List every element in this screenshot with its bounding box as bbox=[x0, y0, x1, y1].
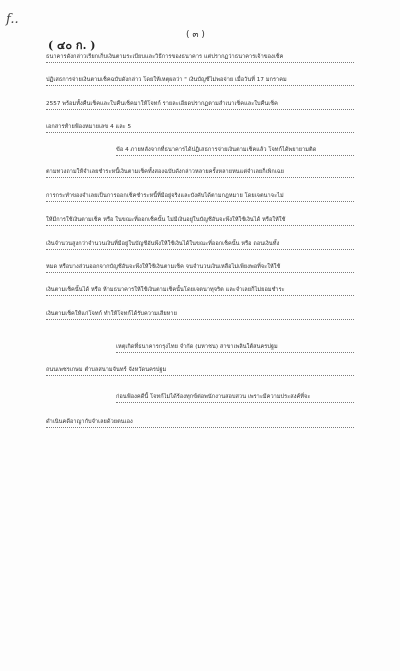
body-line: ตามทวงถามให้จำเลยชำระหนี้เงินตามเช็คทั้งสองฉบับดังกล่าวหลายครั้งหลายหนแต่จำเลยก็เพิกเฉย bbox=[46, 169, 284, 175]
dotted-rule bbox=[46, 177, 354, 178]
dotted-rule bbox=[46, 62, 354, 63]
form-code: ( ๔๐ ก. ) bbox=[48, 39, 96, 52]
dotted-rule bbox=[46, 201, 354, 202]
body-line: 2557 พร้อมทั้งคืนเช็คและใบคืนเช็คมาให้โจทก์ รายละเอียดปรากฏตามสำเนาเช็คและใบคืนเช็ค bbox=[46, 101, 278, 107]
dotted-rule bbox=[46, 427, 354, 428]
body-line: เอกสารท้ายฟ้องหมายเลข 4 และ 5 bbox=[46, 124, 132, 130]
margin-handwritten-mark: f.. bbox=[6, 12, 19, 27]
body-line: ก่อนฟ้องคดีนี้ โจทก์ไม่ได้ร้องทุกข์ต่อพนักงานสอบสวน เพราะมีความประสงค์ที่จะ bbox=[116, 394, 311, 400]
body-line: ดำเนินคดีอาญากับจำเลยด้วยตนเอง bbox=[46, 419, 133, 425]
dotted-rule bbox=[46, 249, 354, 250]
body-line: ธนาคารดังกล่าวเรียกเก็บเงินตามระเบียบและวิธีการของธนาคาร แต่ปรากฏว่าธนาคารเจ้าของเช็ค bbox=[46, 54, 284, 60]
body-line: เงินตามเช็คนั้นได้ หรือ ห้ามธนาคารให้ใช้เงินตามเช็คนั้นโดยเจตนาทุจริต และจำเลยก็ไม่ยอมชำระ bbox=[46, 287, 285, 293]
dotted-rule bbox=[46, 225, 354, 226]
body-line: เงินตามเช็คให้แก่โจทก์ ทำให้โจทก์ได้รับความเสียหาย bbox=[46, 311, 177, 317]
dotted-rule bbox=[46, 272, 354, 273]
dotted-rule bbox=[46, 295, 354, 296]
body-line: ถนนเพชรเกษม ตำบลสนามจันทร์ จังหวัดนครปฐม bbox=[46, 367, 167, 373]
body-line: หมด หรือบางส่วนออกจากบัญชีอันจะพึงให้ใช้เงินตามเช็ค จนจำนวนเงินเหลือไม่เพียงพอที่จะให้ใช้ bbox=[46, 264, 281, 270]
body-line: ปฏิเสธการจ่ายเงินตามเช็คฉบับดังกล่าว โดยให้เหตุผลว่า " เงินบัญชีไม่พอจ่าย เมื่อวันที่ 17 มกราคม bbox=[46, 77, 287, 83]
dotted-rule bbox=[46, 109, 354, 110]
dotted-rule bbox=[46, 85, 354, 86]
dotted-rule bbox=[46, 319, 354, 320]
dotted-rule bbox=[46, 132, 354, 133]
body-line: การกระทำของจำเลยเป็นการออกเช็คชำระหนี้ที่มีอยู่จริงและบังคับได้ตามกฎหมาย โดยเจตนาจะไม่ bbox=[46, 193, 284, 199]
dotted-rule bbox=[46, 375, 354, 376]
body-line: เงินจำนวนสูงกว่าจำนวนเงินที่มีอยู่ในบัญชีอันพึงให้ใช้เงินได้ในขณะที่ออกเช็คนั้น หรือ ถอนเงินทั้ง bbox=[46, 241, 280, 247]
page-number: ( ๓ ) bbox=[186, 30, 205, 40]
body-line: ให้มีการใช้เงินตามเช็ค หรือ ในขณะที่ออกเช็คนั้น ไม่มีเงินอยู่ในบัญชีอันจะพึงให้ใช้เงินได้ หรือให้ใช้ bbox=[46, 217, 286, 223]
dotted-rule bbox=[116, 402, 354, 403]
dotted-rule bbox=[116, 155, 354, 156]
body-line: เหตุเกิดที่ธนาคารกรุงไทย จำกัด (มหาชน) สาขาเพลินใต้สนครปฐม bbox=[116, 344, 278, 350]
dotted-rule bbox=[116, 352, 354, 353]
body-line: ข้อ 4 ภายหลังจากที่ธนาคารได้ปฏิเสธการจ่ายเงินตามเช็คแล้ว โจทก์ได้พยายามติด bbox=[116, 147, 317, 153]
